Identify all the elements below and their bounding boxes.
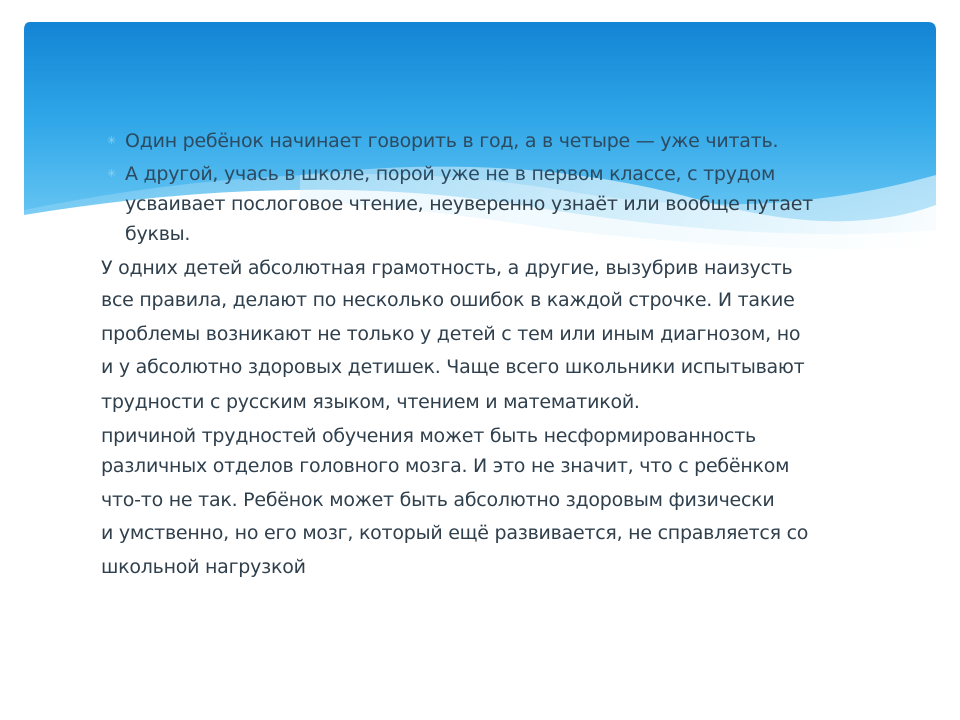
bullet-item-2-line-2: усваивает послоговое чтение, неуверенно узнаёт или вообще путает bbox=[125, 193, 813, 215]
bullet-item-2-line-3: буквы. bbox=[125, 223, 191, 245]
paragraph-1-line-4: и у абсолютно здоровых детишек. Чаще всего школьники испытывают bbox=[101, 356, 805, 378]
bullet-marker-icon: ✳ bbox=[107, 134, 117, 147]
paragraph-2-line-3: что-то не так. Ребёнок может быть абсолютно здоровым физически bbox=[101, 489, 775, 511]
paragraph-2-line-5: школьной нагрузкой bbox=[101, 556, 306, 578]
paragraph-2-line-1: причиной трудностей обучения может быть несформированность bbox=[101, 425, 756, 447]
bullet-item-2-line-1: А другой, учась в школе, порой уже не в первом классе, с трудом bbox=[125, 163, 776, 185]
bullet-item-1-line-1: Один ребёнок начинает говорить в год, а в четыре — уже читать. bbox=[125, 130, 779, 152]
paragraph-1-line-1: У одних детей абсолютная грамотность, а другие, вызубрив наизусть bbox=[101, 257, 793, 279]
paragraph-1-line-5: трудности с русским языком, чтением и математикой. bbox=[101, 391, 640, 413]
paragraph-2-line-2: различных отделов головного мозга. И это не значит, что с ребёнком bbox=[101, 455, 790, 477]
bullet-marker-icon: ✳ bbox=[107, 167, 117, 180]
paragraph-1-line-3: проблемы возникают не только у детей с тем или иным диагнозом, но bbox=[101, 323, 801, 345]
paragraph-2-line-4: и умственно, но его мозг, который ещё развивается, не справляется со bbox=[101, 522, 809, 544]
paragraph-1-line-2: все правила, делают по несколько ошибок в каждой строчке. И такие bbox=[101, 289, 795, 311]
